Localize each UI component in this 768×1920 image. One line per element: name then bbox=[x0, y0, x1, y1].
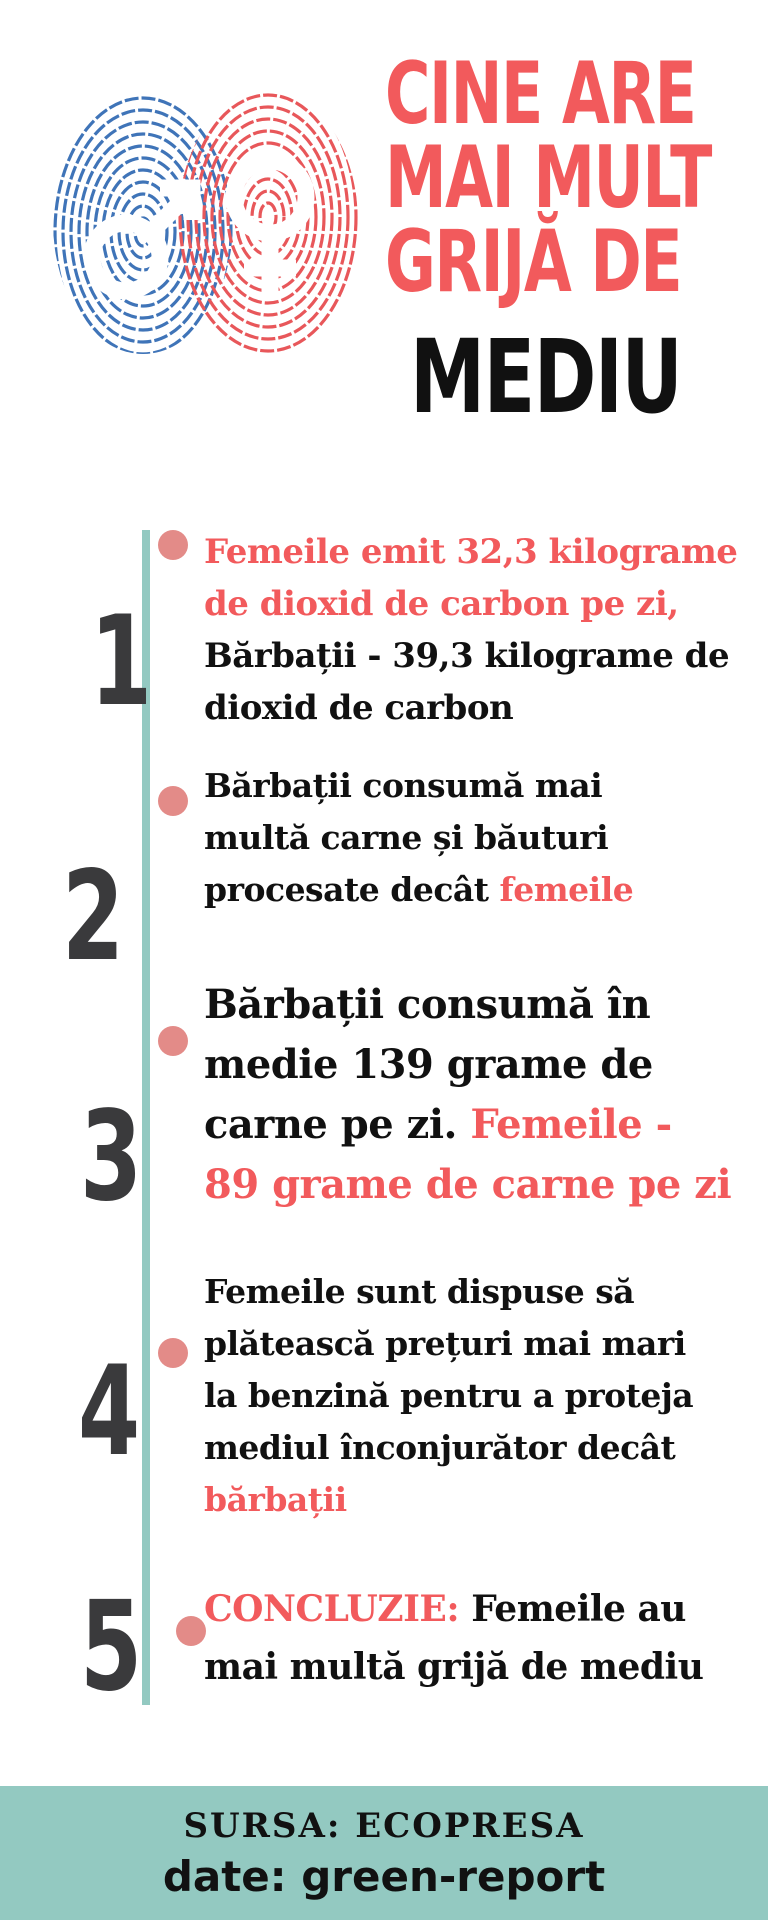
item-bullet-2 bbox=[158, 786, 188, 816]
item-text-3 bbox=[204, 975, 734, 1215]
item-4-text: Femeile sunt dispuse să plătească prețuri mai mari la benzină pentru a proteja mediul înconjurător decât bbox=[204, 1272, 694, 1467]
title-line-3: GRIJĂ DE bbox=[385, 212, 682, 312]
item-text-2 bbox=[204, 760, 674, 916]
item-3-highlight: Femeile - 89 grame de carne pe zi bbox=[204, 1101, 732, 1208]
footer-data-credit: date: green-report bbox=[162, 1852, 606, 1901]
item-text-1 bbox=[204, 526, 764, 734]
title-line-1: CINE ARE bbox=[385, 44, 696, 144]
item-number-3: 3 bbox=[80, 1085, 143, 1229]
item-2-text: Bărbații consumă mai multă carne și băuturi procesate decât bbox=[204, 766, 609, 909]
item-1-text: Bărbații - 39,3 kilograme de dioxid de carbon bbox=[204, 636, 730, 728]
item-4-highlight: bărbații bbox=[204, 1480, 347, 1519]
item-number-4: 4 bbox=[78, 1340, 141, 1484]
item-text-5 bbox=[204, 1580, 724, 1696]
item-bullet-1 bbox=[158, 530, 188, 560]
item-1-highlight: Femeile emit 32,3 kilograme de dioxid de carbon pe zi, bbox=[204, 532, 738, 624]
fingerprints-illustration bbox=[38, 82, 368, 362]
item-5-text: Femeile au mai multă grijă de mediu bbox=[204, 1588, 704, 1688]
footer-source: SURSA: ECOPRESA bbox=[183, 1806, 585, 1846]
item-2-highlight: femeile bbox=[499, 870, 634, 909]
female-fingerprint-icon bbox=[172, 82, 364, 362]
item-bullet-5 bbox=[176, 1616, 206, 1646]
item-number-2: 2 bbox=[62, 845, 125, 989]
item-bullet-3 bbox=[158, 1026, 188, 1056]
item-text-4 bbox=[204, 1266, 724, 1526]
title-line-2: MAI MULT bbox=[385, 128, 711, 228]
item-number-1: 1 bbox=[90, 590, 153, 734]
item-5-highlight: CONCLUZIE: bbox=[204, 1588, 460, 1630]
item-bullet-4 bbox=[158, 1338, 188, 1368]
item-number-5: 5 bbox=[80, 1575, 143, 1719]
title-line-4: MEDIU bbox=[410, 318, 682, 437]
item-3-text: Bărbații consumă în medie 139 grame de carne pe zi. bbox=[204, 981, 653, 1148]
